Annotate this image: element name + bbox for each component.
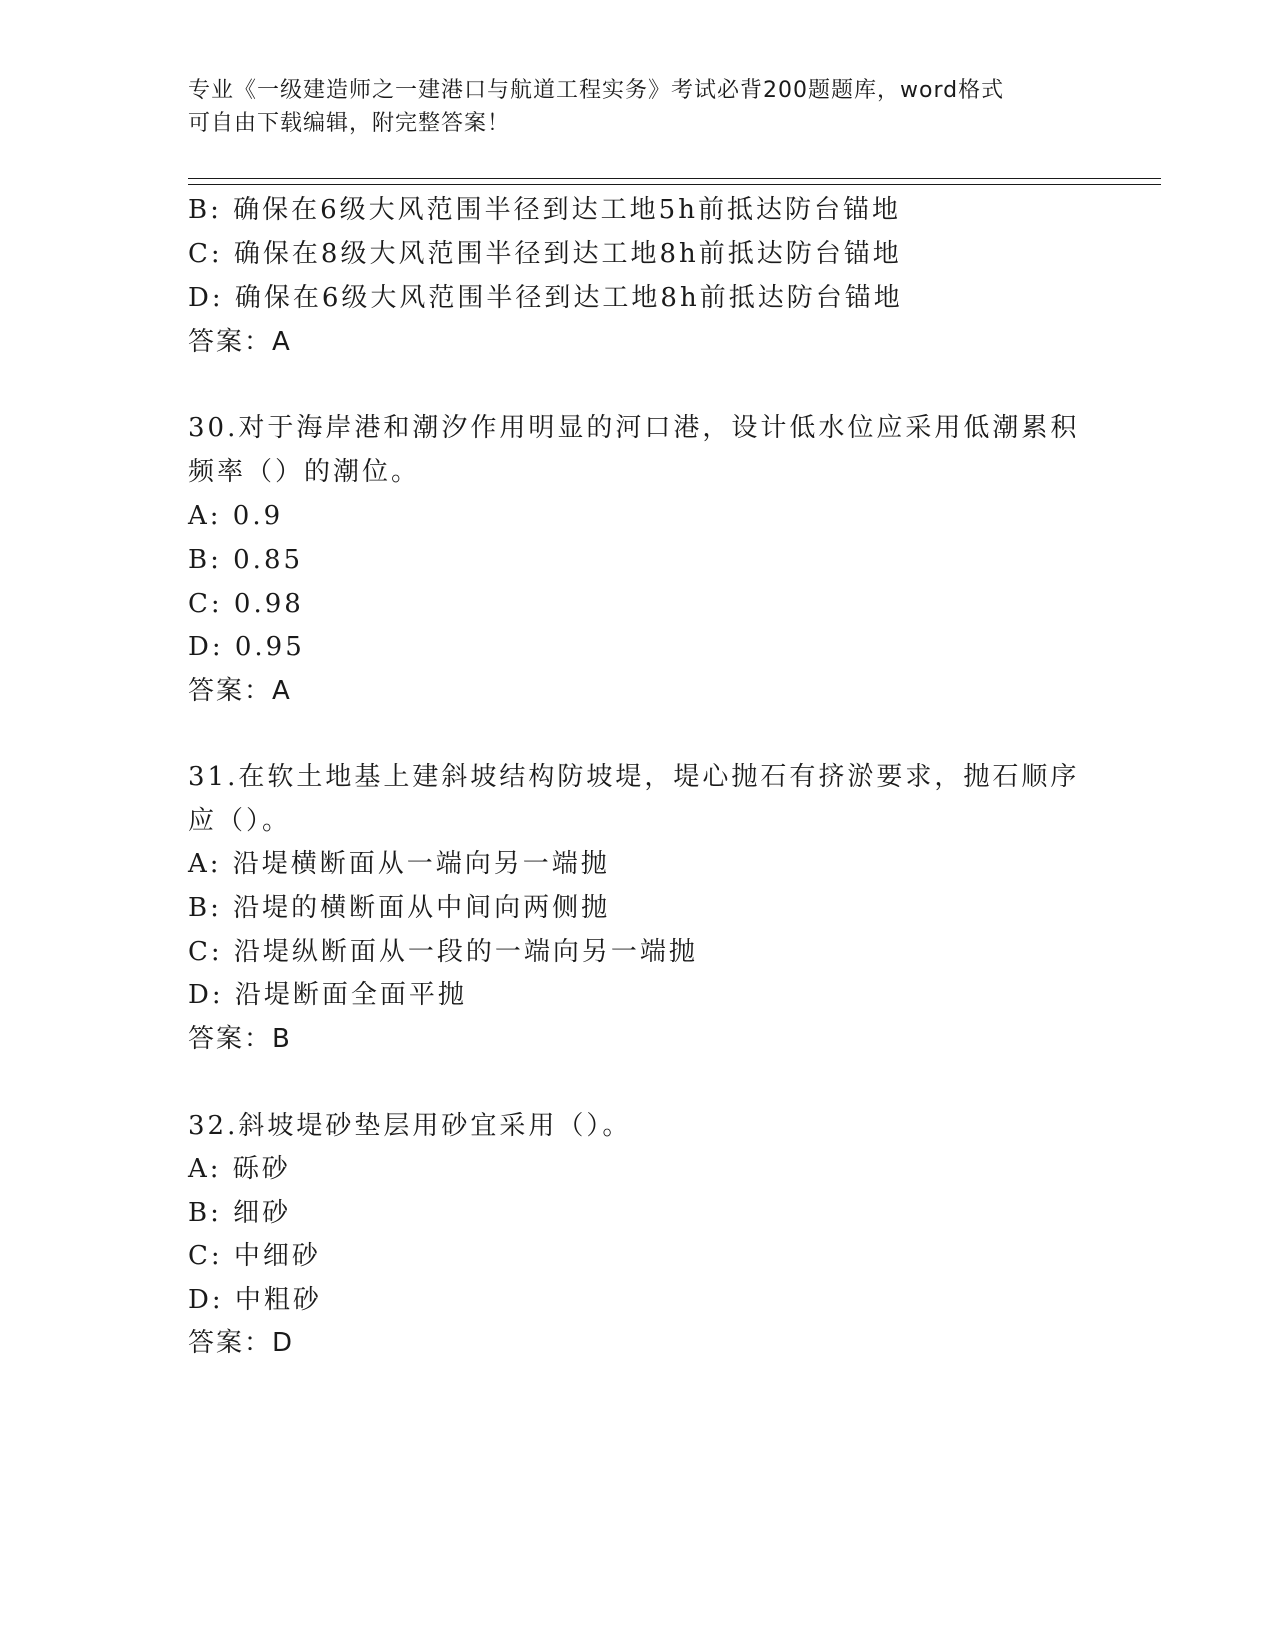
q30-option-a: A: 0.9 [188, 501, 284, 531]
q31-answer: 答案：B [188, 1024, 292, 1054]
q30-option-b: B: 0.85 [188, 545, 304, 575]
document-header [188, 74, 1088, 140]
header-divider-bottom [188, 184, 1161, 185]
header-title-line-1: 专业《一级建造师之一建港口与航道工程实务》考试必背200题题库，word格式 [188, 78, 1005, 103]
q29-option-b: B: 确保在6级大风范围半径到达工地5h前抵达防台锚地 [188, 195, 901, 225]
q29-option-c: C: 确保在8级大风范围半径到达工地8h前抵达防台锚地 [188, 239, 902, 269]
header-title-line-2: 可自由下载编辑，附完整答案！ [188, 111, 511, 136]
q31-stem-line-1: 31.在软土地基上建斜坡结构防坡堤，堤心抛石有挤淤要求，抛石顺序 [188, 762, 1080, 792]
q32-answer: 答案：D [188, 1328, 295, 1358]
q31-option-d: D: 沿堤断面全面平抛 [188, 980, 467, 1010]
q30-stem-line-2: 频率（）的潮位。 [188, 457, 421, 487]
header-divider-top [188, 178, 1161, 179]
q30-stem-line-1: 30.对于海岸港和潮汐作用明显的河口港，设计低水位应采用低潮累积 [188, 413, 1080, 443]
q32-option-a: A: 砾砂 [188, 1154, 291, 1184]
q29-answer: 答案：A [188, 327, 292, 357]
q31-option-c: C: 沿堤纵断面从一段的一端向另一端抛 [188, 937, 698, 967]
q29-option-d: D: 确保在6级大风范围半径到达工地8h前抵达防台锚地 [188, 283, 903, 313]
q32-option-c: C: 中细砂 [188, 1241, 321, 1271]
q30-answer: 答案：A [188, 676, 292, 706]
q30-option-d: D: 0.95 [188, 632, 305, 662]
q32-stem-line-1: 32.斜坡堤砂垫层用砂宜采用（）。 [188, 1111, 632, 1141]
q32-option-d: D: 中粗砂 [188, 1285, 322, 1315]
q31-option-a: A: 沿堤横断面从一端向另一端抛 [188, 849, 610, 879]
q32-option-b: B: 细砂 [188, 1198, 292, 1228]
q31-stem-line-2: 应（）。 [188, 806, 292, 836]
q31-option-b: B: 沿堤的横断面从中间向两侧抛 [188, 893, 611, 923]
q30-option-c: C: 0.98 [188, 589, 304, 619]
